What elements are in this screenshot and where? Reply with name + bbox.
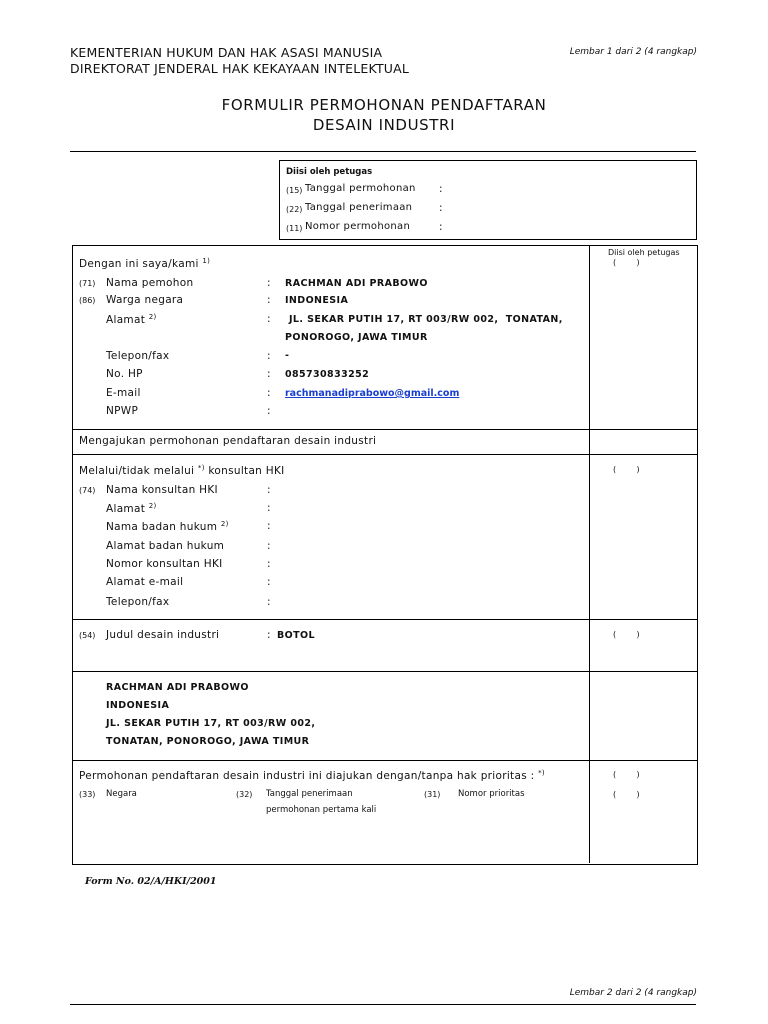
officer-row-colon: :	[439, 202, 443, 214]
priority-intro	[79, 769, 545, 782]
field-colon: :	[267, 629, 271, 641]
applicant-name-value: RACHMAN ADI PRABOWO	[285, 278, 428, 289]
officer-field-paren: ( )	[613, 770, 640, 779]
priority-date-label-line2: permohonan pertama kali	[266, 805, 377, 815]
designer-address-line2: TONATAN, PONOROGO, JAWA TIMUR	[106, 736, 310, 747]
directorate-name: DIREKTORAT JENDERAL HAK KEKAYAAN INTELEKTUAL	[70, 61, 410, 76]
legal-entity-name-label	[106, 520, 229, 533]
legal-entity-address-label: Alamat badan hukum	[106, 540, 225, 552]
applicant-mobile-value: 085730833252	[285, 369, 370, 380]
field-colon: :	[267, 294, 271, 306]
officer-row-label: Tanggal permohonan	[305, 183, 416, 194]
sheet-indicator-bottom: Lembar 2 dari 2 (4 rangkap)	[569, 988, 697, 998]
applicant-nationality-label: Warga negara	[106, 294, 184, 306]
designer-address-line1: JL. SEKAR PUTIH 17, RT 003/RW 002,	[106, 718, 316, 729]
field-code: (74)	[79, 486, 96, 495]
officer-column-heading: Diisi oleh petugas	[608, 248, 680, 257]
footnote-ref: 2)	[220, 520, 229, 528]
footnote-ref: 2)	[148, 502, 157, 510]
designer-name: RACHMAN ADI PRABOWO	[106, 682, 249, 693]
priority-date-label-line1: Tanggal penerimaan	[266, 789, 353, 799]
priority-number-label: Nomor prioritas	[458, 789, 525, 799]
sheet-indicator-top: Lembar 1 dari 2 (4 rangkap)	[569, 47, 697, 57]
footnote-ref: 1)	[202, 257, 211, 265]
footnote-ref: *)	[538, 769, 545, 777]
applicant-address-value-line1: JL. SEKAR PUTIH 17, RT 003/RW 002, TONATAN,	[289, 314, 563, 325]
row-divider	[72, 760, 697, 761]
field-colon: :	[267, 576, 271, 588]
ministry-name: KEMENTERIAN HUKUM DAN HAK ASASI MANUSIA	[70, 45, 383, 60]
field-colon: :	[267, 540, 271, 552]
officer-row-code: (22)	[286, 205, 303, 214]
field-code: (86)	[79, 296, 96, 305]
footnote-ref: *)	[197, 464, 205, 472]
officer-row-code: (15)	[286, 186, 303, 195]
applicant-address-label-text: Alamat	[106, 314, 146, 326]
consultant-email-label: Alamat e-mail	[106, 576, 184, 588]
applicant-npwp-label: NPWP	[106, 405, 139, 417]
field-colon: :	[267, 368, 271, 380]
legal-entity-name-label-text: Nama badan hukum	[106, 521, 218, 533]
officer-field-paren: ( )	[613, 465, 640, 474]
officer-field-paren: ( )	[613, 630, 640, 639]
field-colon: :	[267, 520, 271, 532]
field-code: (32)	[236, 790, 253, 799]
applicant-address-value-line2: PONOROGO, JAWA TIMUR	[285, 332, 428, 343]
applicant-phone-value: -	[285, 350, 290, 361]
officer-field-paren: ( )	[613, 790, 640, 799]
applicant-email-link[interactable]: rachmanadiprabowo@gmail.com	[285, 388, 460, 399]
officer-column-divider	[589, 245, 590, 863]
priority-country-label: Negara	[106, 789, 137, 799]
row-divider	[72, 619, 697, 620]
row-divider	[72, 671, 697, 672]
applicant-intro	[79, 257, 210, 270]
field-code: (71)	[79, 279, 96, 288]
design-title-value: BOTOL	[277, 630, 315, 641]
field-colon: :	[267, 405, 271, 417]
field-code: (31)	[424, 790, 441, 799]
field-code: (33)	[79, 790, 96, 799]
footer-divider	[70, 1004, 696, 1005]
officer-row-code: (11)	[286, 224, 303, 233]
field-colon: :	[267, 596, 271, 608]
consultant-name-label: Nama konsultan HKI	[106, 484, 218, 496]
design-title-label: Judul desain industri	[106, 629, 220, 641]
field-colon: :	[267, 502, 271, 514]
consultant-number-label: Nomor konsultan HKI	[106, 558, 223, 570]
officer-row-colon: :	[439, 221, 443, 233]
applicant-address-label	[106, 313, 157, 326]
consultant-address-label	[106, 502, 157, 515]
consultant-phone-label: Telepon/fax	[106, 596, 170, 608]
field-colon: :	[267, 558, 271, 570]
applicant-mobile-label: No. HP	[106, 368, 143, 380]
designer-nationality: INDONESIA	[106, 700, 170, 711]
field-colon: :	[267, 387, 271, 399]
consultant-address-label-text: Alamat	[106, 503, 146, 515]
field-colon: :	[267, 350, 271, 362]
officer-row-label: Nomor permohonan	[305, 221, 411, 232]
officer-row-colon: :	[439, 183, 443, 195]
row-divider	[72, 454, 697, 455]
field-colon: :	[267, 277, 271, 289]
form-number: Form No. 02/A/HKI/2001	[85, 876, 217, 887]
priority-intro-text: Permohonan pendaftaran desain industri ini diajukan dengan/tanpa hak prioritas :	[79, 770, 535, 782]
officer-box-heading: Diisi oleh petugas	[286, 167, 373, 177]
consultant-intro-rest: konsultan HKI	[208, 465, 285, 477]
applicant-nationality-value: INDONESIA	[285, 295, 349, 306]
form-title-line2: DESAIN INDUSTRI	[312, 116, 456, 134]
applicant-intro-text: Dengan ini saya/kami	[79, 258, 199, 270]
applicant-phone-label: Telepon/fax	[106, 350, 170, 362]
field-code: (54)	[79, 631, 96, 640]
consultant-intro	[79, 464, 285, 477]
applicant-name-label: Nama pemohon	[106, 277, 194, 289]
field-colon: :	[267, 313, 271, 325]
submission-statement: Mengajukan permohonan pendaftaran desain industri	[79, 435, 377, 447]
consultant-intro-text: Melalui/tidak melalui	[79, 465, 195, 477]
applicant-email-label: E-mail	[106, 387, 141, 399]
field-colon: :	[267, 484, 271, 496]
header-divider	[70, 151, 696, 152]
officer-field-paren: ( )	[613, 258, 640, 267]
footnote-ref: 2)	[148, 313, 157, 321]
row-divider	[72, 429, 697, 430]
officer-row-label: Tanggal penerimaan	[305, 202, 413, 213]
form-title-line1: FORMULIR PERMOHONAN PENDAFTARAN	[221, 96, 547, 114]
